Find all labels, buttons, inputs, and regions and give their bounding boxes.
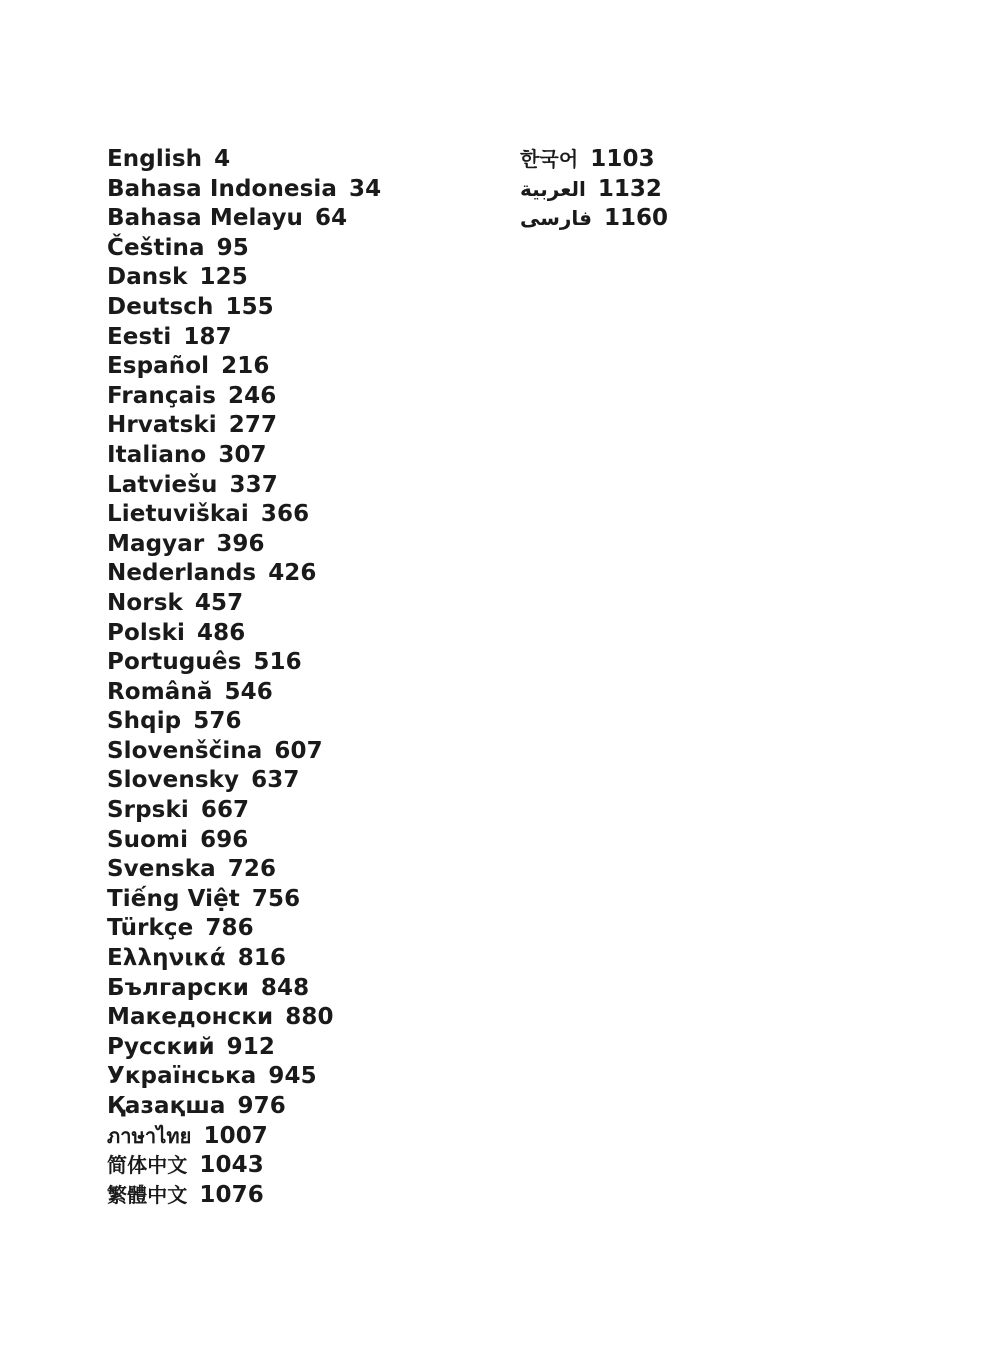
language-name: Українська [107, 1063, 257, 1090]
language-name: Português [107, 649, 242, 676]
page-number: 576 [193, 708, 242, 735]
language-entry-korean[interactable] [520, 145, 668, 175]
language-entry-francais[interactable] [107, 382, 381, 412]
language-entry-farsi[interactable] [520, 204, 668, 234]
language-name: Español [107, 353, 210, 380]
language-entry-lietuviskai[interactable] [107, 500, 381, 530]
language-entry-slovensky[interactable] [107, 766, 381, 796]
language-name: Polski [107, 619, 186, 646]
language-entry-bahasa-indonesia[interactable] [107, 175, 381, 205]
page-number: 696 [200, 826, 249, 853]
page-number: 848 [260, 974, 310, 1001]
language-entry-espanol[interactable] [107, 352, 381, 382]
language-name: Deutsch [107, 293, 214, 320]
language-name: Svenska [107, 856, 216, 883]
language-entry-bulgarian[interactable] [107, 974, 381, 1004]
language-name: Shqip [107, 708, 182, 735]
language-name: Norsk [107, 589, 183, 616]
page-number: 1103 [590, 146, 655, 172]
page-number: 396 [216, 530, 265, 557]
language-name: ภาษาไทย [107, 1123, 192, 1148]
language-name: Eesti [107, 323, 172, 350]
language-entry-macedonian[interactable] [107, 1003, 381, 1033]
page-number: 607 [274, 737, 323, 764]
language-entry-simplified-chinese[interactable] [107, 1151, 381, 1181]
language-entry-polski[interactable] [107, 619, 381, 649]
page-number: 637 [251, 767, 300, 794]
language-entry-shqip[interactable] [107, 707, 381, 737]
page-number: 155 [225, 293, 274, 320]
page-number: 366 [260, 501, 310, 528]
language-index-left-column [107, 145, 381, 1210]
language-name: Slovenščina [107, 737, 263, 764]
page-number: 337 [229, 471, 278, 498]
page-number: 34 [349, 175, 382, 202]
page-number: 546 [224, 678, 273, 705]
page-number: 216 [221, 353, 270, 380]
language-entry-italiano[interactable] [107, 441, 381, 471]
page-number: 457 [194, 589, 244, 616]
language-name: Čeština [107, 234, 205, 261]
language-entry-english[interactable] [107, 145, 381, 175]
language-entry-dansk[interactable] [107, 263, 381, 293]
language-name: Македонски [107, 1004, 274, 1031]
page-number: 486 [197, 619, 246, 646]
language-entry-magyar[interactable] [107, 530, 381, 560]
language-name: Français [107, 382, 217, 409]
page-number: 945 [268, 1063, 317, 1090]
language-entry-latviesu[interactable] [107, 471, 381, 501]
page-number: 1132 [597, 175, 662, 202]
language-entry-turkce[interactable] [107, 914, 381, 944]
language-name: Tiếng Việt [107, 885, 240, 912]
language-name: Latviešu [107, 471, 218, 498]
language-entry-greek[interactable] [107, 944, 381, 974]
page-number: 976 [237, 1093, 286, 1119]
page-number: 1007 [203, 1122, 268, 1149]
page-number: 516 [253, 649, 302, 676]
page-number: 246 [228, 382, 277, 409]
language-name: Ελληνικά [107, 945, 226, 972]
language-name: Srpski [107, 797, 189, 824]
language-entry-suomi[interactable] [107, 826, 381, 856]
language-entry-ukrainian[interactable] [107, 1062, 381, 1092]
language-name: 한국어 [520, 147, 579, 171]
page-number: 1076 [199, 1181, 264, 1208]
page-number: 667 [200, 797, 250, 824]
language-name: Italiano [107, 441, 207, 468]
page-number: 277 [228, 412, 278, 439]
page-number: 307 [218, 441, 267, 468]
language-entry-russian[interactable] [107, 1033, 381, 1063]
language-entry-cestina[interactable] [107, 234, 381, 264]
language-entry-kazakh[interactable] [107, 1092, 381, 1122]
page-number: 187 [183, 323, 232, 350]
language-name: Bahasa Melayu [107, 205, 304, 232]
page-number: 912 [226, 1033, 275, 1060]
language-name: Lietuviškai [107, 501, 249, 528]
page-number: 125 [199, 264, 248, 291]
language-entry-romana[interactable] [107, 678, 381, 708]
page-number: 726 [227, 856, 277, 883]
page-number: 1043 [199, 1152, 264, 1179]
page-number: 816 [237, 945, 287, 972]
language-name: فارسی [520, 206, 593, 231]
language-index-right-column [520, 145, 668, 234]
language-name: Bahasa Indonesia [107, 175, 338, 202]
language-entry-deutsch[interactable] [107, 293, 381, 323]
language-entry-hrvatski[interactable] [107, 411, 381, 441]
language-entry-svenska[interactable] [107, 855, 381, 885]
language-entry-thai[interactable] [107, 1122, 381, 1152]
language-entry-slovenscina[interactable] [107, 737, 381, 767]
language-name: Magyar [107, 530, 205, 557]
language-name: Русский [107, 1033, 215, 1060]
language-entry-traditional-chinese[interactable] [107, 1181, 381, 1211]
language-name: Türkçe [107, 915, 194, 942]
language-name: Nederlands [107, 560, 257, 587]
page-number: 756 [251, 885, 301, 912]
language-entry-arabic[interactable] [520, 175, 668, 205]
language-entry-srpski[interactable] [107, 796, 381, 826]
language-entry-nederlands[interactable] [107, 559, 381, 589]
language-name: Dansk [107, 264, 188, 291]
page-number: 4 [214, 146, 231, 172]
language-entry-bahasa-melayu[interactable] [107, 204, 381, 234]
language-entry-eesti[interactable] [107, 323, 381, 353]
language-name: 繁體中文 [107, 1182, 188, 1207]
language-entry-norsk[interactable] [107, 589, 381, 619]
language-name: Қазақша [107, 1093, 226, 1119]
language-name: Hrvatski [107, 412, 217, 439]
page-number: 64 [315, 205, 348, 232]
language-entry-portugues[interactable] [107, 648, 381, 678]
page-number: 1160 [604, 205, 669, 232]
language-name: العربية [520, 176, 586, 201]
language-name: 简体中文 [107, 1153, 188, 1178]
language-name: Slovensky [107, 767, 240, 794]
language-name: Suomi [107, 826, 189, 853]
page-number: 95 [216, 234, 249, 261]
language-entry-tieng-viet[interactable] [107, 885, 381, 915]
language-name: Български [107, 974, 249, 1001]
page-number: 786 [205, 915, 254, 942]
page-number: 880 [285, 1004, 334, 1031]
language-name: Română [107, 678, 213, 705]
page-number: 426 [268, 560, 317, 587]
language-name: English [107, 146, 203, 172]
